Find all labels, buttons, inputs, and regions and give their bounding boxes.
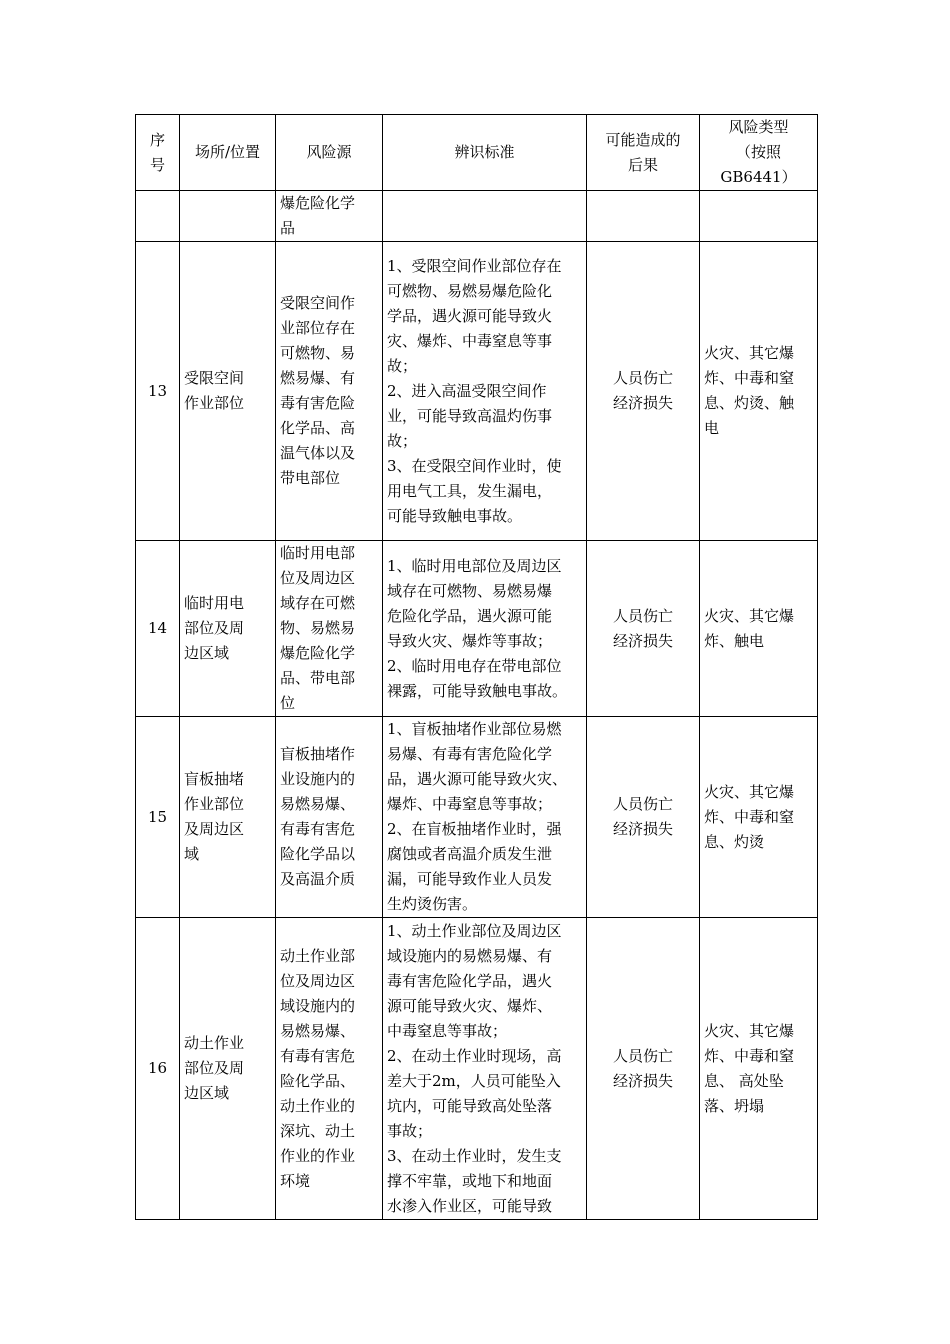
cell-risk-source: 动土作业部 位及周边区 域设施内的 易燃易爆、 有毒有害危 险化学品、 动土作业的 深坑、动土 作业的作业 环境 — [276, 918, 383, 1220]
header-consequence: 可能造成的 后果 — [587, 115, 700, 191]
cell-risk-type: 火灾、其它爆 炸、中毒和窒 息、 高处坠 落、坍塌 — [700, 918, 818, 1220]
cell-risk-source: 盲板抽堵作 业设施内的 易燃易爆、 有毒有害危 险化学品以 及高温介质 — [276, 717, 383, 918]
cell-criteria: 1、盲板抽堵作业部位易燃 易爆、有毒有害危险化学 品，遇火源可能导致火灾、 爆炸、中毒窒息等事故； 2、在盲板抽堵作业时，强 腐蚀或者高温介质发生泄 漏，可能导致作业人员发 生灼烫伤害。 — [383, 717, 587, 918]
cell-location: 临时用电 部位及周 边区域 — [180, 541, 276, 717]
cell-no — [136, 191, 180, 242]
cell-no: 14 — [136, 541, 180, 717]
cell-criteria — [383, 191, 587, 242]
cell-risk-source: 临时用电部 位及周边区 域存在可燃 物、易燃易 爆危险化学 品、带电部 位 — [276, 541, 383, 717]
table-row — [136, 541, 818, 717]
table-row — [136, 918, 818, 1220]
cell-risk-type — [700, 191, 818, 242]
risk-identification-table — [135, 114, 818, 1220]
cell-risk-type: 火灾、其它爆 炸、中毒和窒 息、灼烫、触 电 — [700, 242, 818, 541]
cell-location: 盲板抽堵 作业部位 及周边区 域 — [180, 717, 276, 918]
cell-risk-type: 火灾、其它爆 炸、中毒和窒 息、灼烫 — [700, 717, 818, 918]
header-no: 序 号 — [136, 115, 180, 191]
cell-criteria: 1、临时用电部位及周边区 域存在可燃物、易燃易爆 危险化学品，遇火源可能 导致火灾、爆炸等事故； 2、临时用电存在带电部位 裸露，可能导致触电事故。 — [383, 541, 587, 717]
cell-consequence: 人员伤亡 经济损失 — [587, 918, 700, 1220]
cell-no: 16 — [136, 918, 180, 1220]
table-row-continued — [136, 191, 818, 242]
header-criteria: 辨识标准 — [383, 115, 587, 191]
header-risk-type: 风险类型 （按照 GB6441） — [700, 115, 818, 191]
cell-risk-source: 受限空间作 业部位存在 可燃物、易 燃易爆、有 毒有害危险 化学品、高 温气体以及 带电部位 — [276, 242, 383, 541]
header-risk-source: 风险源 — [276, 115, 383, 191]
cell-consequence — [587, 191, 700, 242]
cell-risk-type: 火灾、其它爆 炸、触电 — [700, 541, 818, 717]
cell-risk-source: 爆危险化学 品 — [276, 191, 383, 242]
cell-consequence: 人员伤亡 经济损失 — [587, 717, 700, 918]
cell-consequence: 人员伤亡 经济损失 — [587, 541, 700, 717]
header-location: 场所/位置 — [180, 115, 276, 191]
cell-location — [180, 191, 276, 242]
cell-no: 15 — [136, 717, 180, 918]
cell-location: 受限空间 作业部位 — [180, 242, 276, 541]
cell-no: 13 — [136, 242, 180, 541]
cell-consequence: 人员伤亡 经济损失 — [587, 242, 700, 541]
table-header-row — [136, 115, 818, 191]
cell-criteria: 1、动土作业部位及周边区 域设施内的易燃易爆、有 毒有害危险化学品，遇火 源可能导致火灾、爆炸、 中毒窒息等事故； 2、在动土作业时现场，高 差大于2m，人员可能坠入 坑内，可能导致高处坠落 事故； 3、在动土作业时，发生支 撑不牢靠，或地下和地面 水渗入作业区，可能导致 — [383, 918, 587, 1220]
table-row — [136, 242, 818, 541]
cell-location: 动土作业 部位及周 边区域 — [180, 918, 276, 1220]
cell-criteria: 1、受限空间作业部位存在 可燃物、易燃易爆危险化 学品，遇火源可能导致火 灾、爆炸、中毒窒息等事 故； 2、进入高温受限空间作 业，可能导致高温灼伤事 故； 3、在受限空间作业时，使 用电气工具，发生漏电， 可能导致触电事故。 — [383, 242, 587, 541]
table-row — [136, 717, 818, 918]
